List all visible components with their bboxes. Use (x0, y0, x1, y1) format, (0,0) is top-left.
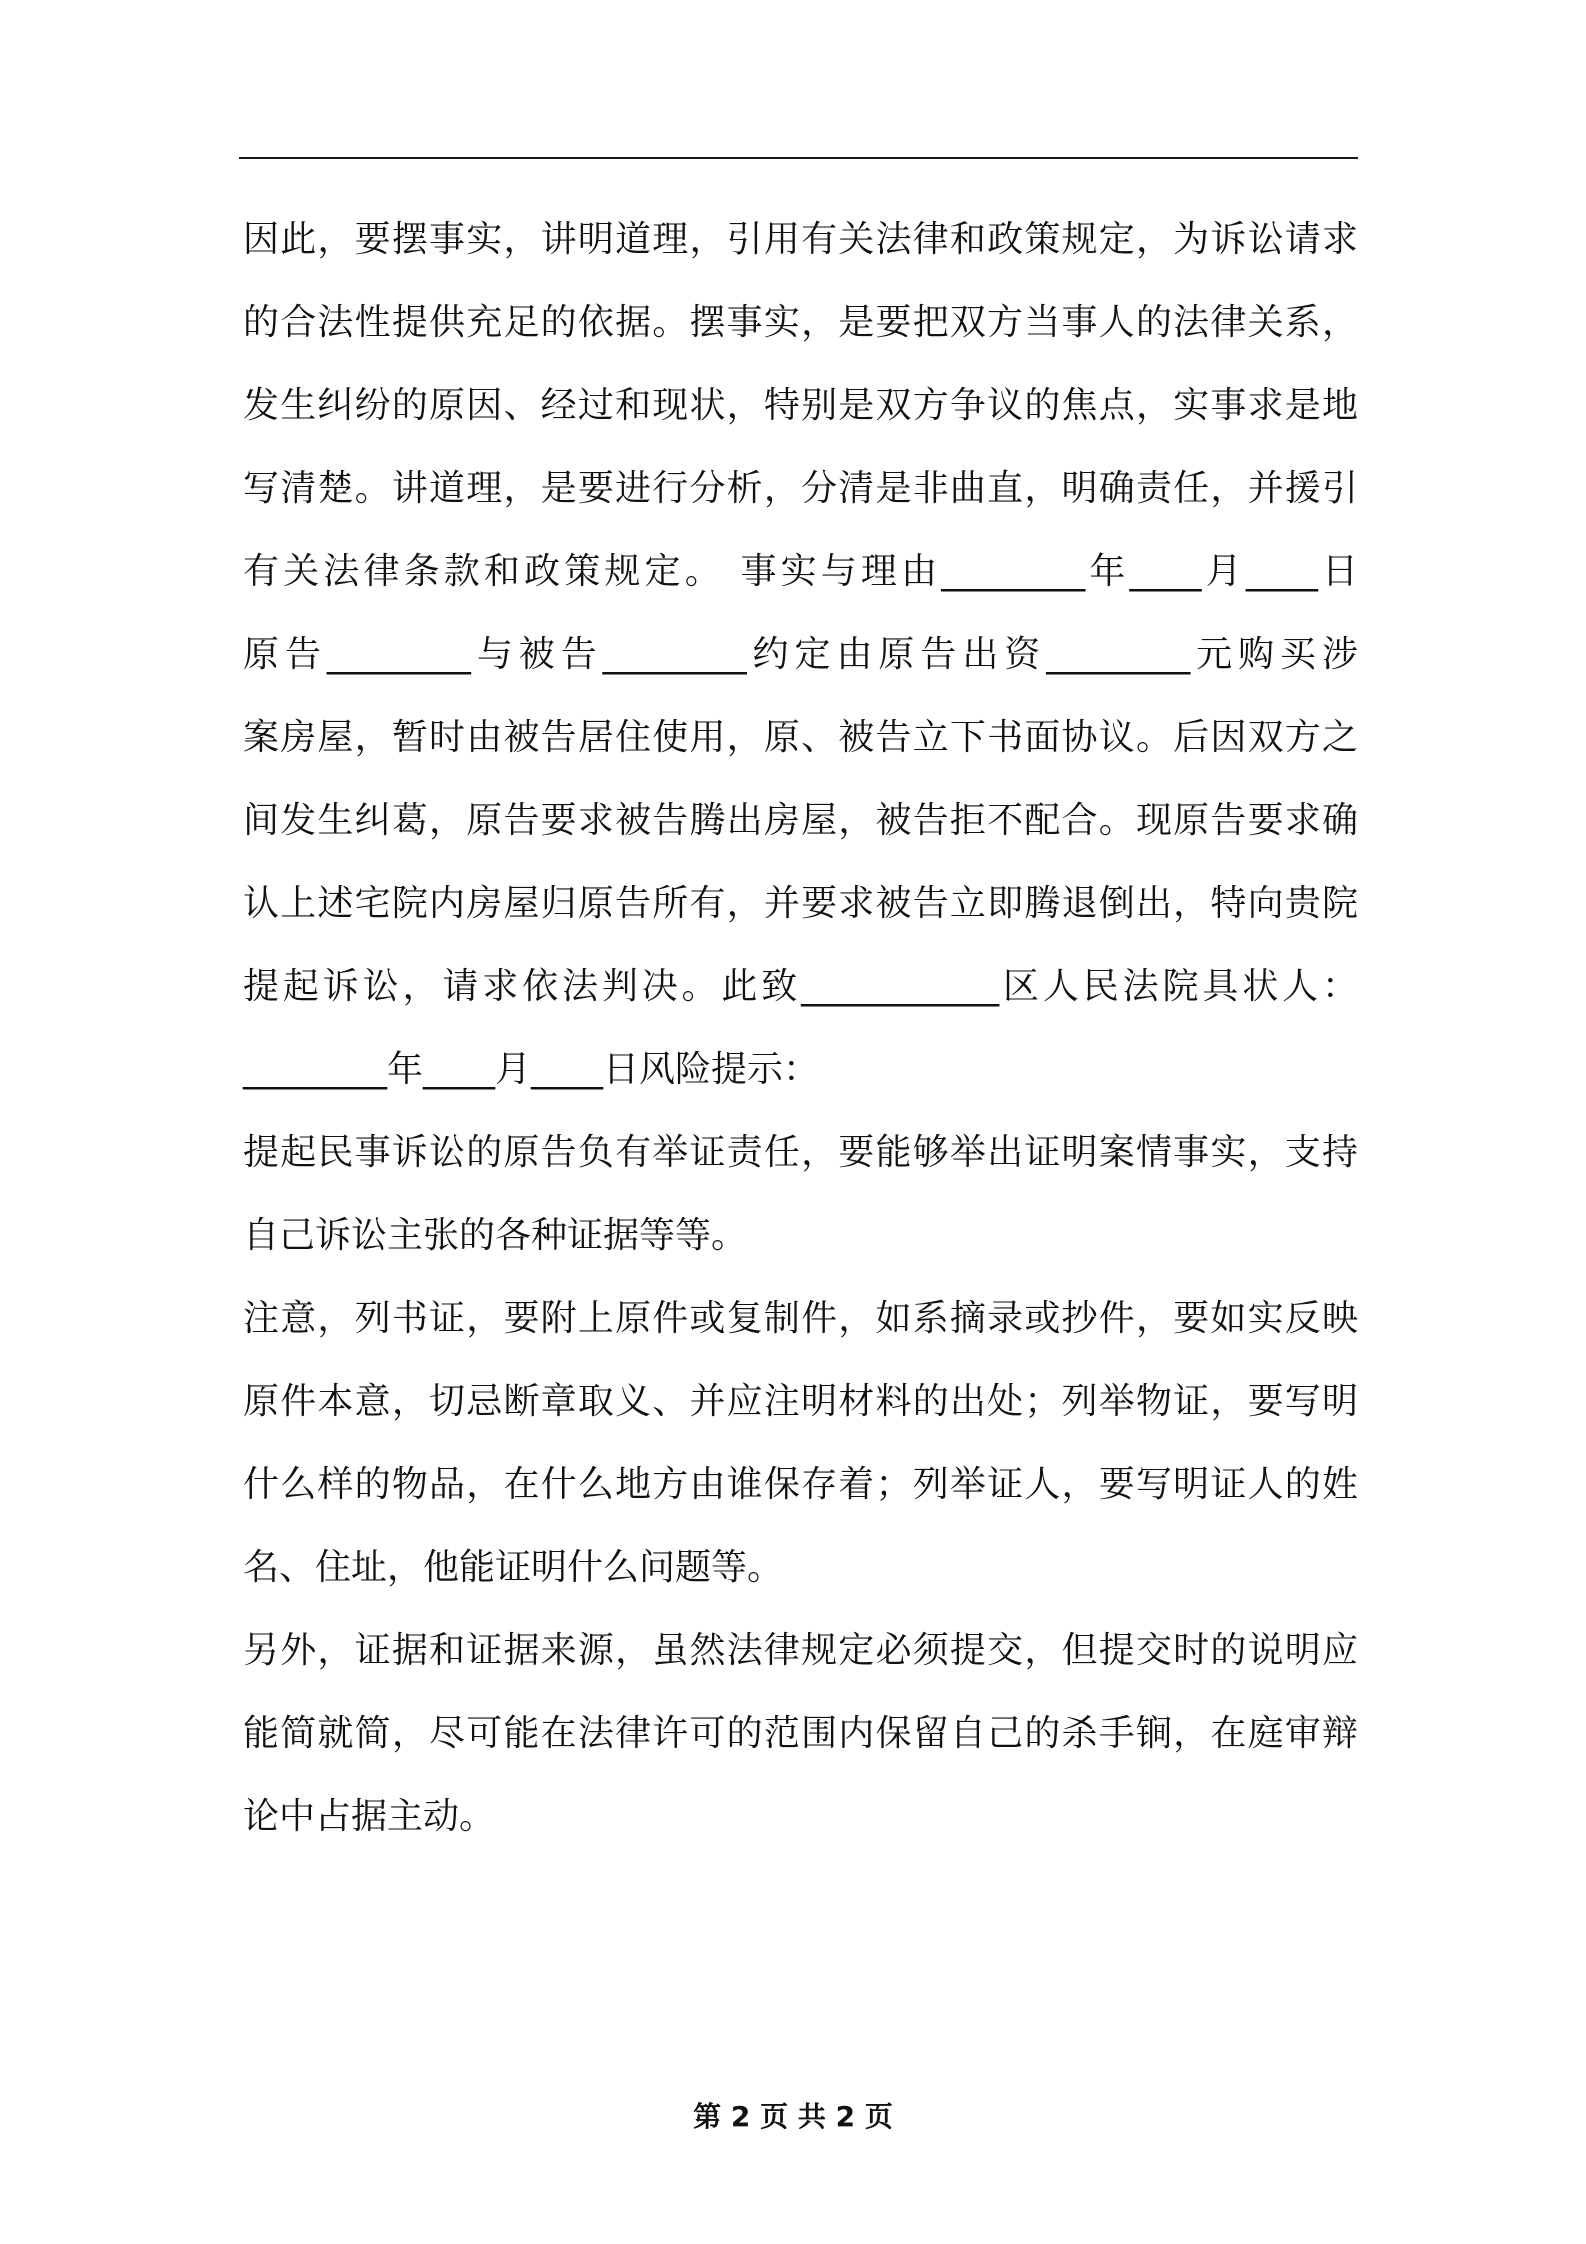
text-line: 提起诉讼，请求依法判决。此致___________区人民法院具状人： (243, 966, 1358, 1007)
text-line: 名、住址，他能证明什么问题等。 (243, 1547, 784, 1588)
text-line: 原告________与被告________约定由原告出资________元购买涉 (243, 634, 1358, 675)
text-line: 间发生纠葛，原告要求被告腾出房屋，被告拒不配合。现原告要求确 (243, 800, 1358, 841)
text-line: 的合法性提供充足的依据。摆事实，是要把双方当事人的法律关系， (243, 302, 1358, 343)
text-line: 另外，证据和证据来源，虽然法律规定必须提交，但提交时的说明应 (243, 1630, 1358, 1671)
text-line: 论中占据主动。 (243, 1796, 496, 1837)
text-line: 写清楚。讲道理，是要进行分析，分清是非曲直，明确责任，并援引 (243, 468, 1358, 509)
text-line: 自己诉讼主张的各种证据等等。 (243, 1215, 748, 1256)
text-line: 能简就简，尽可能在法律许可的范围内保留自己的杀手锏，在庭审辩 (243, 1713, 1358, 1754)
text-line: 原件本意，切忌断章取义、并应注明材料的出处；列举物证，要写明 (243, 1381, 1358, 1422)
text-line: 提起民事诉讼的原告负有举证责任，要能够举出证明案情事实，支持 (243, 1132, 1358, 1173)
text-line: 注意，列书证，要附上原件或复制件，如系摘录或抄件，要如实反映 (243, 1298, 1358, 1339)
header-rule (239, 157, 1358, 159)
text-line: 因此，要摆事实，讲明道理，引用有关法律和政策规定，为诉讼请求 (243, 219, 1358, 260)
text-line: 认上述宅院内房屋归原告所有，并要求被告立即腾退倒出，特向贵院 (243, 883, 1358, 924)
text-line: 发生纠纷的原因、经过和现状，特别是双方争议的焦点，实事求是地 (243, 385, 1358, 426)
text-line: 有关法律条款和政策规定。 事实与理由________年____月____日 (243, 551, 1358, 592)
page-number: 第 2 页 共 2 页 (693, 2100, 893, 2133)
text-line: ________年____月____日风险提示： (243, 1049, 820, 1090)
text-line: 什么样的物品，在什么地方由谁保存着；列举证人，要写明证人的姓 (243, 1464, 1358, 1505)
text-line: 案房屋，暂时由被告居住使用，原、被告立下书面协议。后因双方之 (243, 717, 1358, 758)
document-body (243, 198, 1358, 1858)
